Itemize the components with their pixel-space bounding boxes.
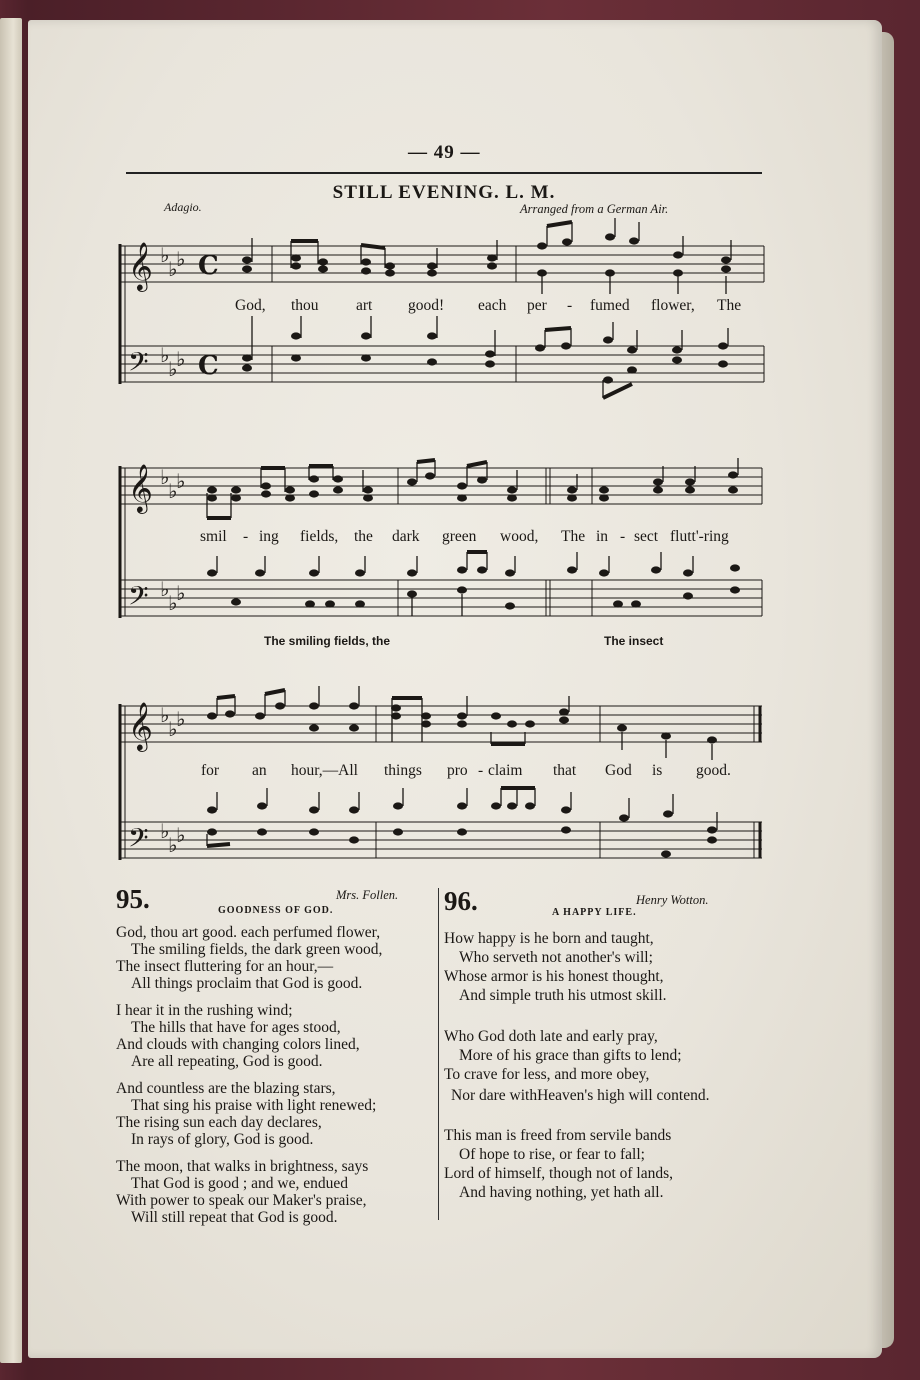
page-number: — 49 —	[408, 142, 481, 163]
verse-line: The insect fluttering for an hour,—	[116, 958, 334, 975]
lyric-word: is	[652, 762, 663, 779]
lyric-word: the	[354, 528, 373, 545]
lyric-word: The	[561, 528, 586, 545]
lyric-word: that	[553, 762, 577, 779]
hymn-number: 96.	[444, 886, 478, 916]
verse-line: And having nothing, yet hath all.	[459, 1184, 664, 1201]
svg-text:C: C	[198, 351, 219, 381]
lyric-word: flower,	[651, 297, 695, 314]
bass-lyric-label: The smiling fields, the	[264, 634, 391, 648]
verse-line: Whose armor is his honest thought,	[444, 968, 664, 985]
verse-line: The smiling fields, the dark green wood,	[131, 941, 383, 958]
lyric-word: -	[478, 762, 484, 779]
svg-text:♭: ♭	[160, 243, 170, 267]
verse-line: And clouds with changing colors lined,	[116, 1036, 360, 1053]
lyric-word: claim	[488, 762, 523, 779]
svg-text:♭: ♭	[160, 577, 170, 601]
svg-text:𝄞: 𝄞	[128, 463, 153, 512]
common-time-icon: C	[198, 251, 219, 281]
lyric-word: pro	[447, 762, 468, 779]
verse-line: To crave for less, and more obey,	[444, 1066, 650, 1083]
verse-line: Who serveth not another's will;	[459, 949, 653, 966]
hymn-author: Mrs. Follen.	[336, 888, 399, 902]
lyric-word: per	[527, 297, 547, 314]
lyric-word: fumed	[590, 297, 630, 314]
treble-clef-icon: 𝄞	[128, 241, 153, 290]
verse-line: And simple truth his utmost skill.	[459, 987, 667, 1004]
hymn-number: 95.	[116, 884, 150, 914]
verse-line: That sing his praise with light renewed;	[131, 1097, 377, 1114]
lyric-word: flutt'-ring	[670, 528, 729, 545]
tune-title: STILL EVENING. L. M.	[332, 182, 556, 203]
svg-text:♭: ♭	[160, 343, 170, 367]
svg-text:♭: ♭	[168, 479, 178, 503]
lyric-word: green	[442, 528, 477, 545]
verse-line: And countless are the blazing stars,	[116, 1080, 336, 1097]
svg-text:♭: ♭	[168, 357, 178, 381]
lyric-word: The	[717, 297, 742, 314]
lyric-word: God	[605, 762, 632, 779]
svg-text:♭: ♭	[176, 707, 186, 731]
verse-line: The moon, that walks in brightness, says	[116, 1158, 369, 1175]
lyric-word: hour,—All	[291, 762, 358, 779]
lyric-word: in	[596, 528, 609, 545]
verse-line: Lord of himself, though not of lands,	[444, 1165, 674, 1182]
svg-text:♭: ♭	[176, 469, 186, 493]
lyric-word: -	[567, 297, 573, 314]
svg-text:♭: ♭	[168, 717, 178, 741]
verse-line: Nor dare withHeaven's high will contend.	[451, 1087, 710, 1104]
lyric-word: ing	[259, 528, 279, 545]
lyric-word: fields,	[300, 528, 339, 545]
svg-text:♭: ♭	[176, 823, 186, 847]
column-divider	[438, 888, 439, 1220]
verse-line: How happy is he born and taught,	[444, 930, 654, 947]
lyric-word: an	[252, 762, 267, 779]
tempo-marking: Adagio.	[164, 200, 202, 214]
svg-text:♭: ♭	[160, 819, 170, 843]
verse-line: Will still repeat that God is good.	[131, 1209, 338, 1226]
verse-line: More of his grace than gifts to lend;	[459, 1047, 682, 1064]
svg-text:𝄢: 𝄢	[128, 822, 149, 860]
lyric-word: art	[356, 297, 373, 314]
lyric-word: smil	[200, 528, 227, 545]
verse-line: I hear it in the rushing wind;	[116, 1002, 293, 1019]
hymn-author: Henry Wotton.	[636, 893, 709, 907]
lyric-word: wood,	[500, 528, 539, 545]
hymn-subtitle: GOODNESS OF GOD.	[218, 905, 334, 916]
bass-lyric-label: The insect	[604, 634, 664, 648]
svg-text:♭: ♭	[176, 581, 186, 605]
lyric-word: good!	[408, 297, 445, 314]
svg-text:♭: ♭	[168, 833, 178, 857]
lyric-word: each	[478, 297, 507, 314]
verse-line: In rays of glory, God is good.	[131, 1131, 314, 1148]
lyric-word: -	[620, 528, 626, 545]
svg-text:♭: ♭	[168, 257, 178, 281]
verse-line: God, thou art good. each perfumed flower,	[116, 924, 381, 941]
lyric-word: dark	[392, 528, 420, 545]
verse-line: The rising sun each day declares,	[116, 1114, 322, 1131]
svg-text:𝄞: 𝄞	[128, 701, 153, 750]
hymn-subtitle: A HAPPY LIFE.	[552, 907, 637, 918]
lyric-word: for	[201, 762, 220, 779]
lyric-word: God,	[235, 297, 266, 314]
bass-clef-icon: 𝄢	[128, 346, 149, 384]
lyric-word: things	[384, 762, 422, 779]
verse-line: The hills that have for ages stood,	[131, 1019, 341, 1036]
verse-line: That God is good ; and we, endued	[131, 1175, 348, 1192]
svg-text:♭: ♭	[168, 591, 178, 615]
verse-line: Who God doth late and early pray,	[444, 1028, 658, 1045]
svg-text:♭: ♭	[160, 703, 170, 727]
arranger-credit: Arranged from a German Air.	[520, 202, 669, 216]
verse-line: Are all repeating, God is good.	[131, 1053, 323, 1070]
svg-text:♭: ♭	[160, 465, 170, 489]
svg-text:♭: ♭	[176, 347, 186, 371]
verse-line: Of hope to rise, or fear to fall;	[459, 1146, 645, 1163]
svg-text:♭: ♭	[176, 247, 186, 271]
lyric-word: thou	[291, 297, 319, 314]
verse-line: This man is freed from servile bands	[444, 1127, 672, 1144]
svg-text:𝄢: 𝄢	[128, 580, 149, 618]
system2-bass-staff	[120, 580, 762, 616]
lyric-word: good.	[696, 762, 731, 779]
lyric-word: sect	[634, 528, 659, 545]
lyric-word: -	[243, 528, 249, 545]
verse-line: With power to speak our Maker's praise,	[116, 1192, 367, 1209]
verse-line: All things proclaim that God is good.	[131, 975, 363, 992]
